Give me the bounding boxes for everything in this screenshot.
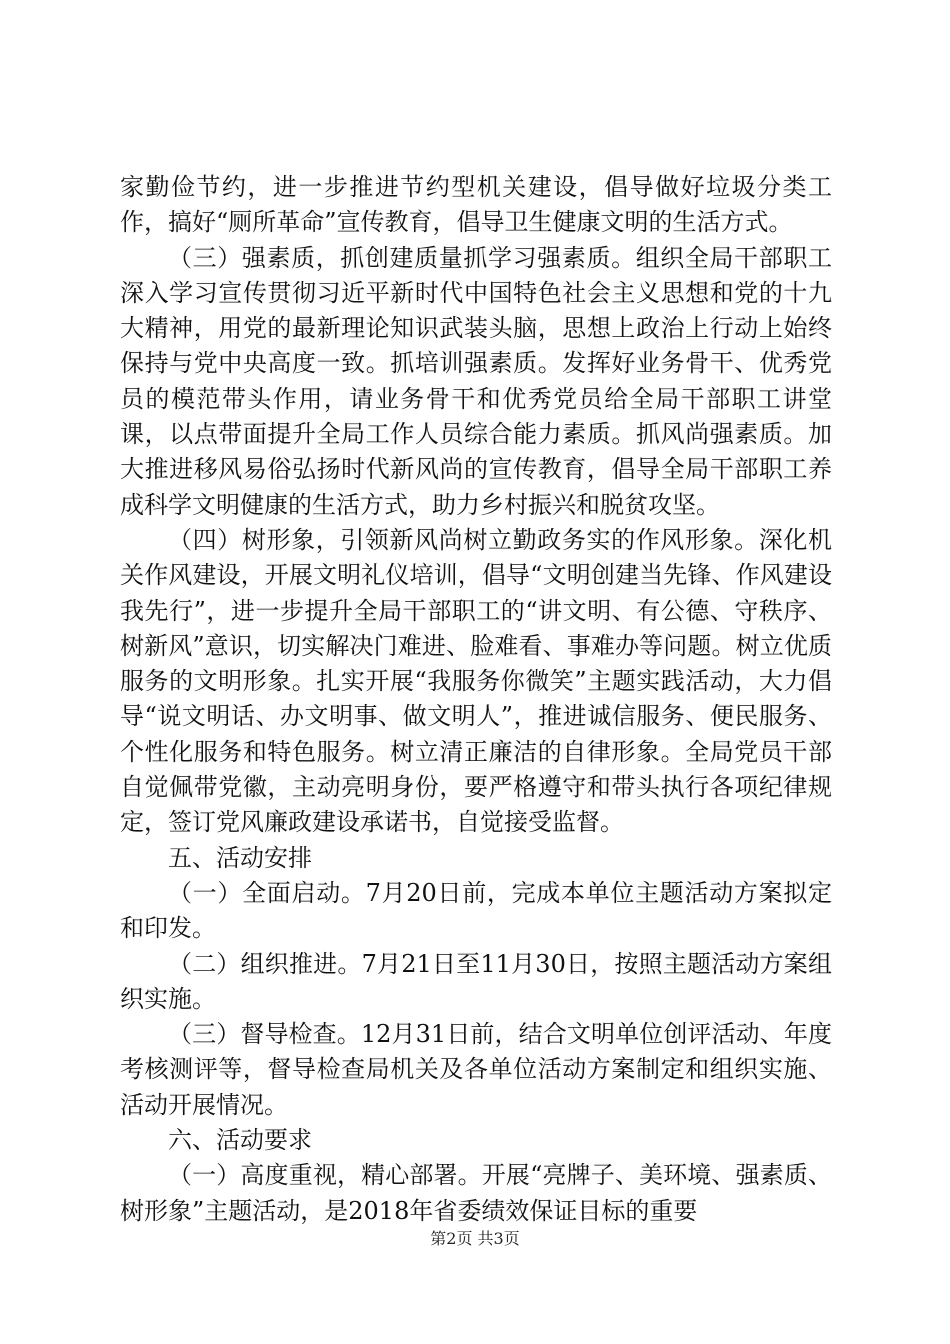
paragraph-schedule-3: （三）督导检查。12月31日前，结合文明单位创评活动、年度考核测评等，督导检查局机关及各单位活动方案制定和组织实施、活动开展情况。 xyxy=(120,1020,832,1119)
paragraph-section-3: （三）强素质，抓创建质量抓学习强素质。组织全局干部职工深入学习宣传贯彻习近平新时代中国特色社会主义思想和党的十九大精神，用党的最新理论知识武装头脑，思想上政治上行动上始终保持与党中央高度一致。抓培训强素质。发挥好业务骨干、优秀党员的模范带头作用，请业务骨干和优秀党员给全局干部职工讲堂课，以点带面提升全局工作人员综合能力素质。抓风尚强素质。加大推进移风易俗弘扬时代新风尚的宣传教育，倡导全局干部职工养成科学文明健康的生活方式，助力乡村振兴和脱贫攻坚。 xyxy=(120,243,832,519)
paragraph-requirement-1: （一）高度重视，精心部署。开展“亮牌子、美环境、强素质、树形象”主题活动，是2018年省委绩效保证目标的重要 xyxy=(120,1161,832,1225)
page-number-footer: 第2页 共3页 xyxy=(430,1229,520,1248)
heading-activity-requirements: 六、活动要求 xyxy=(168,1126,312,1155)
paragraph-schedule-1: （一）全面启动。7月20日前，完成本单位主题活动方案拟定和印发。 xyxy=(120,878,832,943)
paragraph-section-4: （四）树形象，引领新风尚树立勤政务实的作风形象。深化机关作风建设，开展文明礼仪培训，倡导“文明创建当先锋、作风建设我先行”，进一步提升全局干部职工的“讲文明、有公德、守秩序、树新风”意识，切实解决门难进、脸难看、事难办等问题。树立优质服务的文明形象。扎实开展“我服务你微笑”主题实践活动，大力倡导“说文明话、办文明事、做文明人”，推进诚信服务、便民服务、个性化服务和特色服务。树立清正廉洁的自律形象。全局党员干部自觉佩带党徽，主动亮明身份，要严格遵守和带头执行各项纪律规定，签订党风廉政建设承诺书，自觉接受监督。 xyxy=(120,525,832,837)
paragraph-continuation: 家勤俭节约，进一步推进节约型机关建设，倡导做好垃圾分类工作，搞好“厕所革命”宣传教育，倡导卫生健康文明的生活方式。 xyxy=(120,173,832,237)
paragraph-schedule-2: （二）组织推进。7月21日至11月30日，按照主题活动方案组织实施。 xyxy=(120,949,832,1013)
heading-activity-schedule: 五、活动安排 xyxy=(168,843,312,872)
document-body xyxy=(120,170,832,1229)
